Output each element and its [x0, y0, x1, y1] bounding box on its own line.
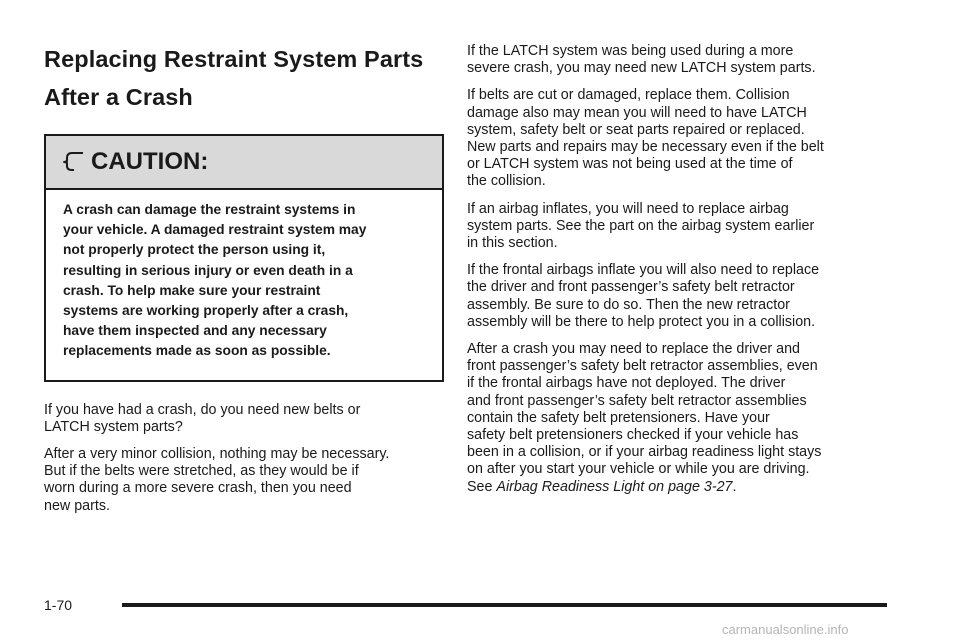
- footer-rule: [122, 603, 887, 607]
- text-line: front passenger’s safety belt retractor assemblies, even: [467, 358, 818, 375]
- text-line: if the frontal airbags have not deployed. The driver: [467, 375, 786, 392]
- caution-line: have them inspected and any necessary: [63, 323, 327, 339]
- reference-suffix: .: [732, 478, 737, 495]
- airbag-readiness-link[interactable]: Airbag Readiness Light on page 3-27: [496, 478, 733, 495]
- text-line: severe crash, you may need new LATCH system parts.: [467, 60, 816, 77]
- text-line: LATCH system parts?: [44, 418, 183, 435]
- left-column: [44, 40, 448, 525]
- text-line: new parts.: [44, 497, 110, 514]
- text-line: assembly will be there to help protect you in a collision.: [467, 313, 816, 330]
- text-line: system parts. See the part on the airbag system earlier: [467, 217, 815, 234]
- paragraph-minor-collision: [44, 446, 448, 515]
- watermark: carmanualsonline.info: [722, 622, 849, 637]
- caution-line: not properly protect the person using it,: [63, 242, 326, 258]
- text-line: worn during a more severe crash, then you need: [44, 480, 352, 497]
- section-title: [44, 40, 448, 116]
- text-line: If the frontal airbags inflate you will also need to replace: [467, 262, 820, 279]
- text-line: If belts are cut or damaged, replace them. Collision: [467, 87, 790, 104]
- paragraph-pretensioners: [467, 341, 897, 496]
- paragraph-latch-severe: [467, 43, 897, 77]
- paragraph-frontal-airbags: [467, 262, 897, 331]
- text-line: the collision.: [467, 173, 546, 190]
- text-line: If the LATCH system was being used during a more: [467, 43, 794, 59]
- text-line: New parts and repairs may be necessary even if the belt: [467, 139, 824, 156]
- caution-title: CAUTION:: [91, 148, 209, 175]
- caution-header: [46, 136, 442, 190]
- caution-line: systems are working properly after a crash,: [63, 303, 349, 319]
- text-line: assembly. Be sure to do so. Then the new retractor: [467, 296, 790, 313]
- caution-line: A crash can damage the restraint systems in: [63, 202, 356, 217]
- see-prefix: See: [467, 478, 497, 495]
- caution-bracket-icon: [63, 150, 85, 172]
- section-title-line-2: After a Crash: [44, 84, 193, 110]
- page-number: 1-70: [44, 597, 73, 613]
- text-line: on after you start your vehicle or while you are driving.: [467, 461, 810, 478]
- caution-line: resulting in serious injury or even death in a: [63, 262, 353, 278]
- paragraph-airbag-inflates: [467, 201, 897, 253]
- text-line: If you have had a crash, do you need new belts or: [44, 401, 361, 418]
- text-line: system, safety belt or seat parts repaired or replaced.: [467, 121, 805, 138]
- text-line: the driver and front passenger’s safety belt retractor: [467, 279, 795, 296]
- section-title-line-1: Replacing Restraint System Parts: [44, 46, 424, 72]
- see-reference-line: [467, 479, 897, 496]
- text-line: If an airbag inflates, you will need to replace airbag: [467, 200, 789, 217]
- text-line: and front passenger’s safety belt retractor assemblies: [467, 392, 807, 409]
- text-line: damage also may mean you will need to have LATCH: [467, 104, 807, 121]
- caution-text: [46, 190, 442, 380]
- right-column: [467, 43, 897, 506]
- text-line: contain the safety belt pretensioners. Have your: [467, 409, 770, 426]
- text-line: in this section.: [467, 235, 558, 252]
- text-line: or LATCH system was not being used at the time of: [467, 156, 793, 173]
- paragraph-belts-damaged: [467, 87, 897, 190]
- caution-line: replacements made as soon as possible.: [63, 343, 331, 359]
- text-line: been in a collision, or if your airbag readiness light stays: [467, 444, 822, 461]
- caution-line: your vehicle. A damaged restraint system may: [63, 222, 367, 238]
- caution-line: crash. To help make sure your restraint: [63, 282, 321, 298]
- paragraph-crash-question: [44, 402, 448, 436]
- caution-box: [44, 134, 444, 382]
- text-line: safety belt pretensioners checked if your vehicle has: [467, 427, 799, 444]
- text-line: After a very minor collision, nothing may be necessary.: [44, 446, 390, 463]
- text-line: After a crash you may need to replace the driver and: [467, 341, 800, 358]
- text-line: But if the belts were stretched, as they would be if: [44, 463, 359, 480]
